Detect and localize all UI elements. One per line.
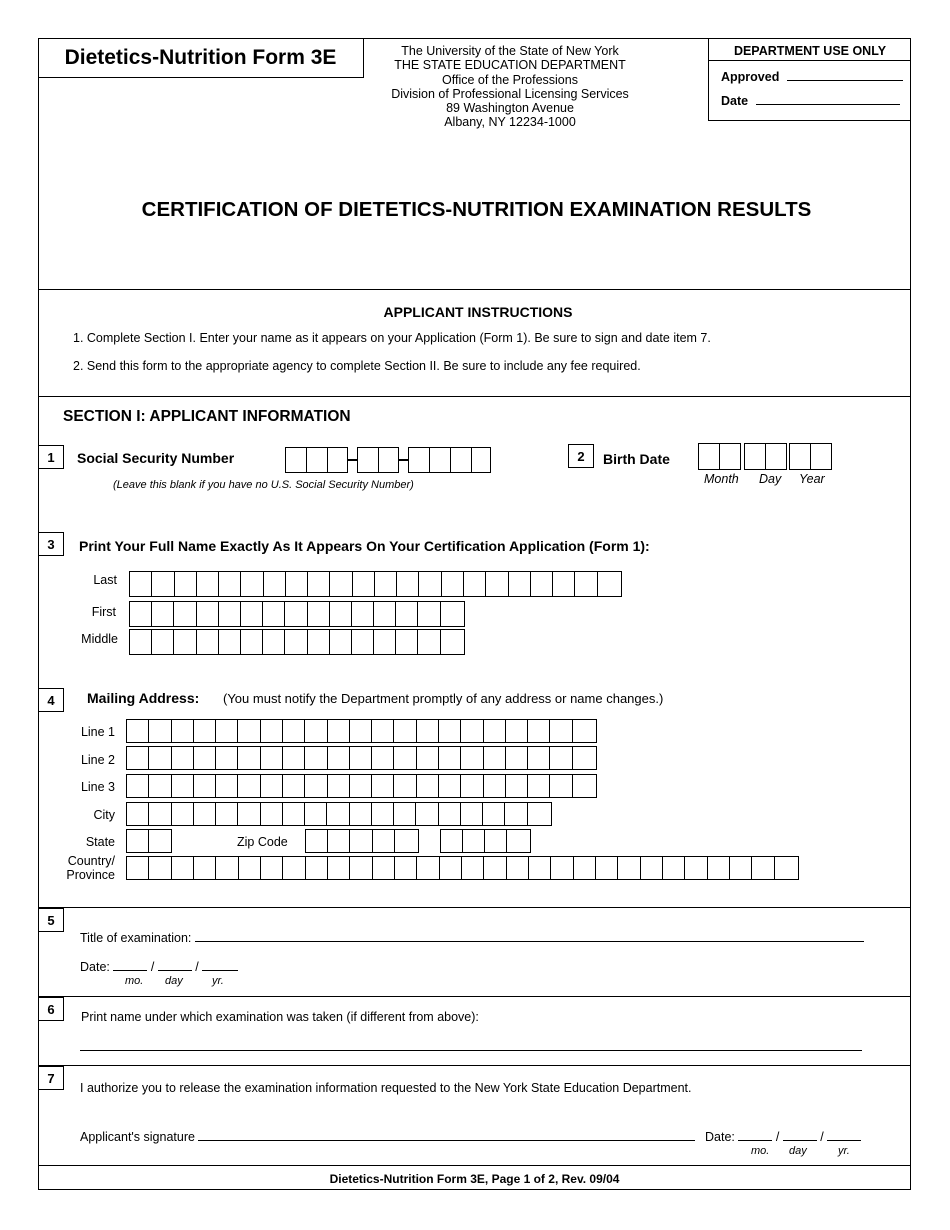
char-cell bbox=[194, 803, 216, 825]
exam-title-row bbox=[80, 931, 864, 945]
ssn-input-part3[interactable] bbox=[408, 447, 491, 473]
signature-date-label: Date: bbox=[705, 1130, 735, 1144]
char-cell bbox=[350, 830, 372, 852]
char-cell bbox=[461, 775, 483, 797]
char-cell bbox=[219, 630, 241, 654]
char-cell bbox=[286, 572, 308, 596]
agency-line: Albany, NY 12234-1000 bbox=[444, 115, 576, 130]
approved-label: Approved bbox=[721, 70, 780, 84]
char-cell bbox=[305, 803, 327, 825]
agency-line: Office of the Professions bbox=[442, 72, 578, 87]
signature-date-row: Date: / / bbox=[705, 1130, 861, 1144]
department-use-box bbox=[708, 38, 911, 121]
day-caption: Day bbox=[759, 472, 782, 486]
dept-date-field[interactable] bbox=[756, 104, 900, 105]
char-cell bbox=[283, 857, 305, 879]
instruction-item-1: 1. Complete Section I. Enter your name as it appears on your Application (Form 1). Be sure to sign and date item 7. bbox=[73, 331, 711, 345]
char-cell bbox=[306, 857, 328, 879]
dept-date-row bbox=[721, 94, 900, 108]
char-cell bbox=[350, 803, 372, 825]
char-cell bbox=[350, 720, 372, 742]
item-number-3: 3 bbox=[38, 532, 64, 556]
address-line3-label: Line 3 bbox=[80, 780, 115, 794]
char-cell bbox=[172, 747, 194, 769]
char-cell bbox=[417, 775, 439, 797]
address-line1-label: Line 1 bbox=[80, 725, 115, 739]
char-cell bbox=[441, 602, 463, 626]
char-cell bbox=[238, 803, 260, 825]
char-cell bbox=[461, 720, 483, 742]
char-cell bbox=[484, 857, 506, 879]
exam-date-year-field[interactable] bbox=[202, 970, 238, 971]
char-cell bbox=[219, 572, 241, 596]
signature-label: Applicant's signature bbox=[80, 1130, 195, 1144]
char-cell bbox=[506, 775, 528, 797]
char-cell bbox=[149, 830, 171, 852]
char-cell bbox=[264, 572, 286, 596]
char-cell bbox=[305, 747, 327, 769]
char-cell bbox=[127, 830, 149, 852]
divider bbox=[38, 996, 911, 997]
char-cell bbox=[130, 572, 152, 596]
char-cell bbox=[285, 630, 307, 654]
agency-line: THE STATE EDUCATION DEPARTMENT bbox=[394, 58, 626, 73]
char-cell bbox=[241, 572, 263, 596]
char-cell bbox=[149, 747, 171, 769]
item-number-7: 7 bbox=[38, 1066, 64, 1090]
department-use-title: DEPARTMENT USE ONLY bbox=[709, 38, 911, 61]
signature-field[interactable] bbox=[198, 1140, 695, 1141]
char-cell bbox=[149, 803, 171, 825]
middle-name-input[interactable] bbox=[129, 629, 465, 655]
char-cell bbox=[261, 720, 283, 742]
char-cell bbox=[506, 747, 528, 769]
char-cell bbox=[353, 572, 375, 596]
char-cell bbox=[261, 803, 283, 825]
char-cell bbox=[197, 602, 219, 626]
last-name-input[interactable] bbox=[129, 571, 622, 597]
char-cell bbox=[506, 720, 528, 742]
full-name-label: Print Your Full Name Exactly As It Appears On Your Certification Application (Form 1): bbox=[79, 538, 650, 554]
char-cell bbox=[130, 630, 152, 654]
char-cell bbox=[528, 747, 550, 769]
first-name-label: First bbox=[91, 605, 116, 619]
char-cell bbox=[409, 448, 430, 472]
birth-year-input[interactable] bbox=[789, 443, 832, 470]
char-cell bbox=[307, 448, 328, 472]
char-cell bbox=[463, 830, 485, 852]
char-cell bbox=[372, 720, 394, 742]
char-cell bbox=[464, 572, 486, 596]
char-cell bbox=[507, 857, 529, 879]
char-cell bbox=[573, 775, 595, 797]
char-cell bbox=[752, 857, 774, 879]
char-cell bbox=[550, 720, 572, 742]
char-cell bbox=[350, 775, 372, 797]
char-cell bbox=[439, 720, 461, 742]
exam-date-row: Date: / / bbox=[80, 960, 238, 974]
char-cell bbox=[194, 775, 216, 797]
char-cell bbox=[573, 747, 595, 769]
char-cell bbox=[396, 602, 418, 626]
char-cell bbox=[374, 602, 396, 626]
char-cell bbox=[330, 572, 352, 596]
mo-caption: mo. bbox=[125, 975, 144, 987]
char-cell bbox=[238, 775, 260, 797]
char-cell bbox=[350, 857, 372, 879]
char-cell bbox=[149, 775, 171, 797]
char-cell bbox=[440, 857, 462, 879]
char-cell bbox=[305, 775, 327, 797]
char-cell bbox=[483, 803, 505, 825]
agency-line: 89 Washington Avenue bbox=[446, 101, 574, 116]
mailing-address-note: (You must notify the Department promptly of any address or name changes.) bbox=[223, 691, 664, 706]
char-cell bbox=[238, 747, 260, 769]
year-caption: Year bbox=[799, 472, 825, 486]
form-title: Dietetics-Nutrition Form 3E bbox=[38, 38, 364, 78]
page-title: CERTIFICATION OF DIETETICS-NUTRITION EXAMINATION RESULTS bbox=[141, 198, 812, 221]
char-cell bbox=[238, 720, 260, 742]
char-cell bbox=[194, 720, 216, 742]
char-cell bbox=[394, 747, 416, 769]
char-cell bbox=[484, 720, 506, 742]
char-cell bbox=[263, 630, 285, 654]
ssn-input-part1[interactable] bbox=[285, 447, 348, 473]
char-cell bbox=[328, 747, 350, 769]
birth-month-input[interactable] bbox=[698, 443, 741, 470]
char-cell bbox=[528, 775, 550, 797]
divider bbox=[38, 289, 911, 290]
country-input[interactable] bbox=[126, 856, 799, 880]
char-cell bbox=[216, 857, 238, 879]
exam-title-field[interactable] bbox=[195, 941, 864, 942]
char-cell bbox=[663, 857, 685, 879]
char-cell bbox=[720, 444, 741, 469]
char-cell bbox=[419, 572, 441, 596]
char-cell bbox=[394, 775, 416, 797]
char-cell bbox=[216, 775, 238, 797]
char-cell bbox=[172, 720, 194, 742]
char-cell bbox=[575, 572, 597, 596]
char-cell bbox=[550, 747, 572, 769]
char-cell bbox=[263, 602, 285, 626]
signature-date-month-field[interactable] bbox=[738, 1140, 772, 1141]
char-cell bbox=[550, 775, 572, 797]
char-cell bbox=[441, 830, 463, 852]
char-cell bbox=[174, 630, 196, 654]
char-cell bbox=[172, 857, 194, 879]
char-cell bbox=[197, 572, 219, 596]
day-caption: day bbox=[789, 1145, 807, 1157]
char-cell bbox=[374, 630, 396, 654]
char-cell bbox=[286, 448, 307, 472]
char-cell bbox=[790, 444, 811, 469]
char-cell bbox=[127, 720, 149, 742]
char-cell bbox=[397, 572, 419, 596]
char-cell bbox=[417, 747, 439, 769]
char-cell bbox=[175, 572, 197, 596]
yr-caption: yr. bbox=[838, 1145, 850, 1157]
char-cell bbox=[699, 444, 720, 469]
day-caption: day bbox=[165, 975, 183, 987]
char-cell bbox=[372, 747, 394, 769]
char-cell bbox=[352, 602, 374, 626]
item-number-2: 2 bbox=[568, 444, 594, 468]
char-cell bbox=[149, 720, 171, 742]
char-cell bbox=[194, 747, 216, 769]
char-cell bbox=[451, 448, 472, 472]
char-cell bbox=[216, 803, 238, 825]
char-cell bbox=[372, 803, 394, 825]
item-number-5: 5 bbox=[38, 908, 64, 932]
char-cell bbox=[574, 857, 596, 879]
char-cell bbox=[775, 857, 797, 879]
ssn-label: Social Security Number bbox=[77, 450, 235, 466]
char-cell bbox=[442, 572, 464, 596]
char-cell bbox=[197, 630, 219, 654]
char-cell bbox=[416, 803, 438, 825]
char-cell bbox=[241, 602, 263, 626]
address-line2-label: Line 2 bbox=[80, 753, 115, 767]
char-cell bbox=[350, 747, 372, 769]
exam-date-day-field[interactable] bbox=[158, 970, 192, 971]
char-cell bbox=[127, 775, 149, 797]
zip-code-label: Zip Code bbox=[237, 835, 288, 849]
char-cell bbox=[372, 775, 394, 797]
yr-caption: yr. bbox=[212, 975, 224, 987]
char-cell bbox=[375, 572, 397, 596]
exam-name-field[interactable] bbox=[80, 1050, 862, 1051]
agency-line: The University of the State of New York bbox=[401, 44, 619, 58]
char-cell bbox=[194, 857, 216, 879]
char-cell bbox=[439, 747, 461, 769]
char-cell bbox=[708, 857, 730, 879]
char-cell bbox=[418, 602, 440, 626]
signature-date-day-field[interactable] bbox=[783, 1140, 817, 1141]
char-cell bbox=[283, 720, 305, 742]
char-cell bbox=[261, 747, 283, 769]
char-cell bbox=[461, 803, 483, 825]
approved-row bbox=[721, 70, 903, 84]
char-cell bbox=[417, 720, 439, 742]
char-cell bbox=[745, 444, 766, 469]
instruction-item-2: 2. Send this form to the appropriate agency to complete Section II. Be sure to include any fee required. bbox=[73, 359, 641, 373]
char-cell bbox=[285, 602, 307, 626]
address-line1-input[interactable] bbox=[126, 719, 597, 743]
char-cell bbox=[261, 775, 283, 797]
char-cell bbox=[127, 803, 149, 825]
char-cell bbox=[328, 720, 350, 742]
char-cell bbox=[529, 857, 551, 879]
char-cell bbox=[308, 602, 330, 626]
char-cell bbox=[395, 830, 417, 852]
exam-date-label: Date: bbox=[80, 960, 110, 974]
char-cell bbox=[396, 630, 418, 654]
char-cell bbox=[306, 830, 328, 852]
address-line2-input[interactable] bbox=[126, 746, 597, 770]
dept-date-label: Date bbox=[721, 94, 749, 108]
char-cell bbox=[373, 830, 395, 852]
char-cell bbox=[219, 602, 241, 626]
divider bbox=[38, 1165, 911, 1166]
char-cell bbox=[330, 602, 352, 626]
mailing-address-label: Mailing Address: bbox=[87, 690, 200, 706]
char-cell bbox=[358, 448, 379, 472]
char-cell bbox=[352, 630, 374, 654]
mo-caption: mo. bbox=[751, 1145, 770, 1157]
char-cell bbox=[241, 630, 263, 654]
birth-date-label: Birth Date bbox=[603, 451, 670, 467]
first-name-input[interactable] bbox=[129, 601, 465, 627]
signature-row bbox=[80, 1130, 695, 1144]
signature-date-year-field[interactable] bbox=[827, 1140, 861, 1141]
char-cell bbox=[152, 602, 174, 626]
char-cell bbox=[130, 602, 152, 626]
country-label-line: Country/ bbox=[67, 854, 115, 868]
char-cell bbox=[439, 803, 461, 825]
item-number-6: 6 bbox=[38, 997, 64, 1021]
zip-code-input[interactable] bbox=[305, 829, 419, 853]
last-name-label: Last bbox=[93, 573, 117, 587]
char-cell bbox=[308, 630, 330, 654]
zip-extension-input[interactable] bbox=[440, 829, 531, 853]
char-cell bbox=[441, 630, 463, 654]
char-cell bbox=[685, 857, 707, 879]
char-cell bbox=[216, 747, 238, 769]
exam-date-month-field[interactable] bbox=[113, 970, 147, 971]
country-label-line: Province bbox=[66, 868, 115, 882]
char-cell bbox=[328, 775, 350, 797]
char-cell bbox=[573, 720, 595, 742]
approved-field[interactable] bbox=[787, 80, 903, 81]
char-cell bbox=[394, 803, 416, 825]
char-cell bbox=[283, 803, 305, 825]
char-cell bbox=[172, 775, 194, 797]
char-cell bbox=[507, 830, 529, 852]
char-cell bbox=[328, 830, 350, 852]
month-caption: Month bbox=[704, 472, 739, 486]
exam-name-label: Print name under which examination was taken (if different from above): bbox=[81, 1010, 479, 1024]
city-label: City bbox=[93, 808, 115, 822]
char-cell bbox=[730, 857, 752, 879]
char-cell bbox=[308, 572, 330, 596]
country-label bbox=[35, 854, 115, 882]
char-cell bbox=[485, 830, 507, 852]
char-cell bbox=[505, 803, 527, 825]
char-cell bbox=[461, 747, 483, 769]
char-cell bbox=[327, 803, 349, 825]
char-cell bbox=[553, 572, 575, 596]
char-cell bbox=[484, 747, 506, 769]
agency-line: Division of Professional Licensing Services bbox=[391, 86, 629, 101]
state-label: State bbox=[85, 835, 115, 849]
char-cell bbox=[618, 857, 640, 879]
divider bbox=[38, 907, 911, 908]
city-input[interactable] bbox=[126, 802, 552, 826]
char-cell bbox=[216, 720, 238, 742]
page-footer: Dietetics-Nutrition Form 3E, Page 1 of 2, Rev. 09/04 bbox=[329, 1172, 620, 1186]
char-cell bbox=[261, 857, 283, 879]
char-cell bbox=[596, 857, 618, 879]
char-cell bbox=[379, 448, 400, 472]
birth-day-input[interactable] bbox=[744, 443, 787, 470]
char-cell bbox=[418, 630, 440, 654]
char-cell bbox=[152, 572, 174, 596]
char-cell bbox=[283, 775, 305, 797]
char-cell bbox=[462, 857, 484, 879]
middle-name-label: Middle bbox=[81, 632, 118, 646]
ssn-input-part2[interactable] bbox=[357, 447, 399, 473]
item-number-4: 4 bbox=[38, 688, 64, 712]
char-cell bbox=[283, 747, 305, 769]
char-cell bbox=[394, 720, 416, 742]
divider bbox=[38, 1065, 911, 1066]
char-cell bbox=[641, 857, 663, 879]
char-cell bbox=[509, 572, 531, 596]
instructions-title: APPLICANT INSTRUCTIONS bbox=[383, 304, 573, 320]
char-cell bbox=[328, 448, 349, 472]
char-cell bbox=[305, 720, 327, 742]
char-cell bbox=[811, 444, 832, 469]
ssn-note: (Leave this blank if you have no U.S. Social Security Number) bbox=[113, 479, 414, 491]
char-cell bbox=[528, 720, 550, 742]
char-cell bbox=[430, 448, 451, 472]
char-cell bbox=[472, 448, 492, 472]
char-cell bbox=[174, 602, 196, 626]
char-cell bbox=[127, 747, 149, 769]
address-line3-input[interactable] bbox=[126, 774, 597, 798]
char-cell bbox=[172, 803, 194, 825]
char-cell bbox=[373, 857, 395, 879]
char-cell bbox=[328, 857, 350, 879]
divider bbox=[38, 396, 911, 397]
char-cell bbox=[395, 857, 417, 879]
item-number-1: 1 bbox=[38, 445, 64, 469]
state-input[interactable] bbox=[126, 829, 172, 853]
char-cell bbox=[598, 572, 620, 596]
char-cell bbox=[766, 444, 787, 469]
char-cell bbox=[486, 572, 508, 596]
char-cell bbox=[528, 803, 550, 825]
char-cell bbox=[531, 572, 553, 596]
char-cell bbox=[551, 857, 573, 879]
char-cell bbox=[330, 630, 352, 654]
exam-title-label: Title of examination: bbox=[80, 931, 192, 945]
char-cell bbox=[439, 775, 461, 797]
char-cell bbox=[127, 857, 149, 879]
agency-address bbox=[364, 44, 656, 130]
char-cell bbox=[484, 775, 506, 797]
char-cell bbox=[149, 857, 171, 879]
char-cell bbox=[417, 857, 439, 879]
char-cell bbox=[152, 630, 174, 654]
section-title: SECTION I: APPLICANT INFORMATION bbox=[63, 408, 351, 425]
char-cell bbox=[239, 857, 261, 879]
authorization-text: I authorize you to release the examination information requested to the New York State Education Department. bbox=[80, 1081, 692, 1095]
